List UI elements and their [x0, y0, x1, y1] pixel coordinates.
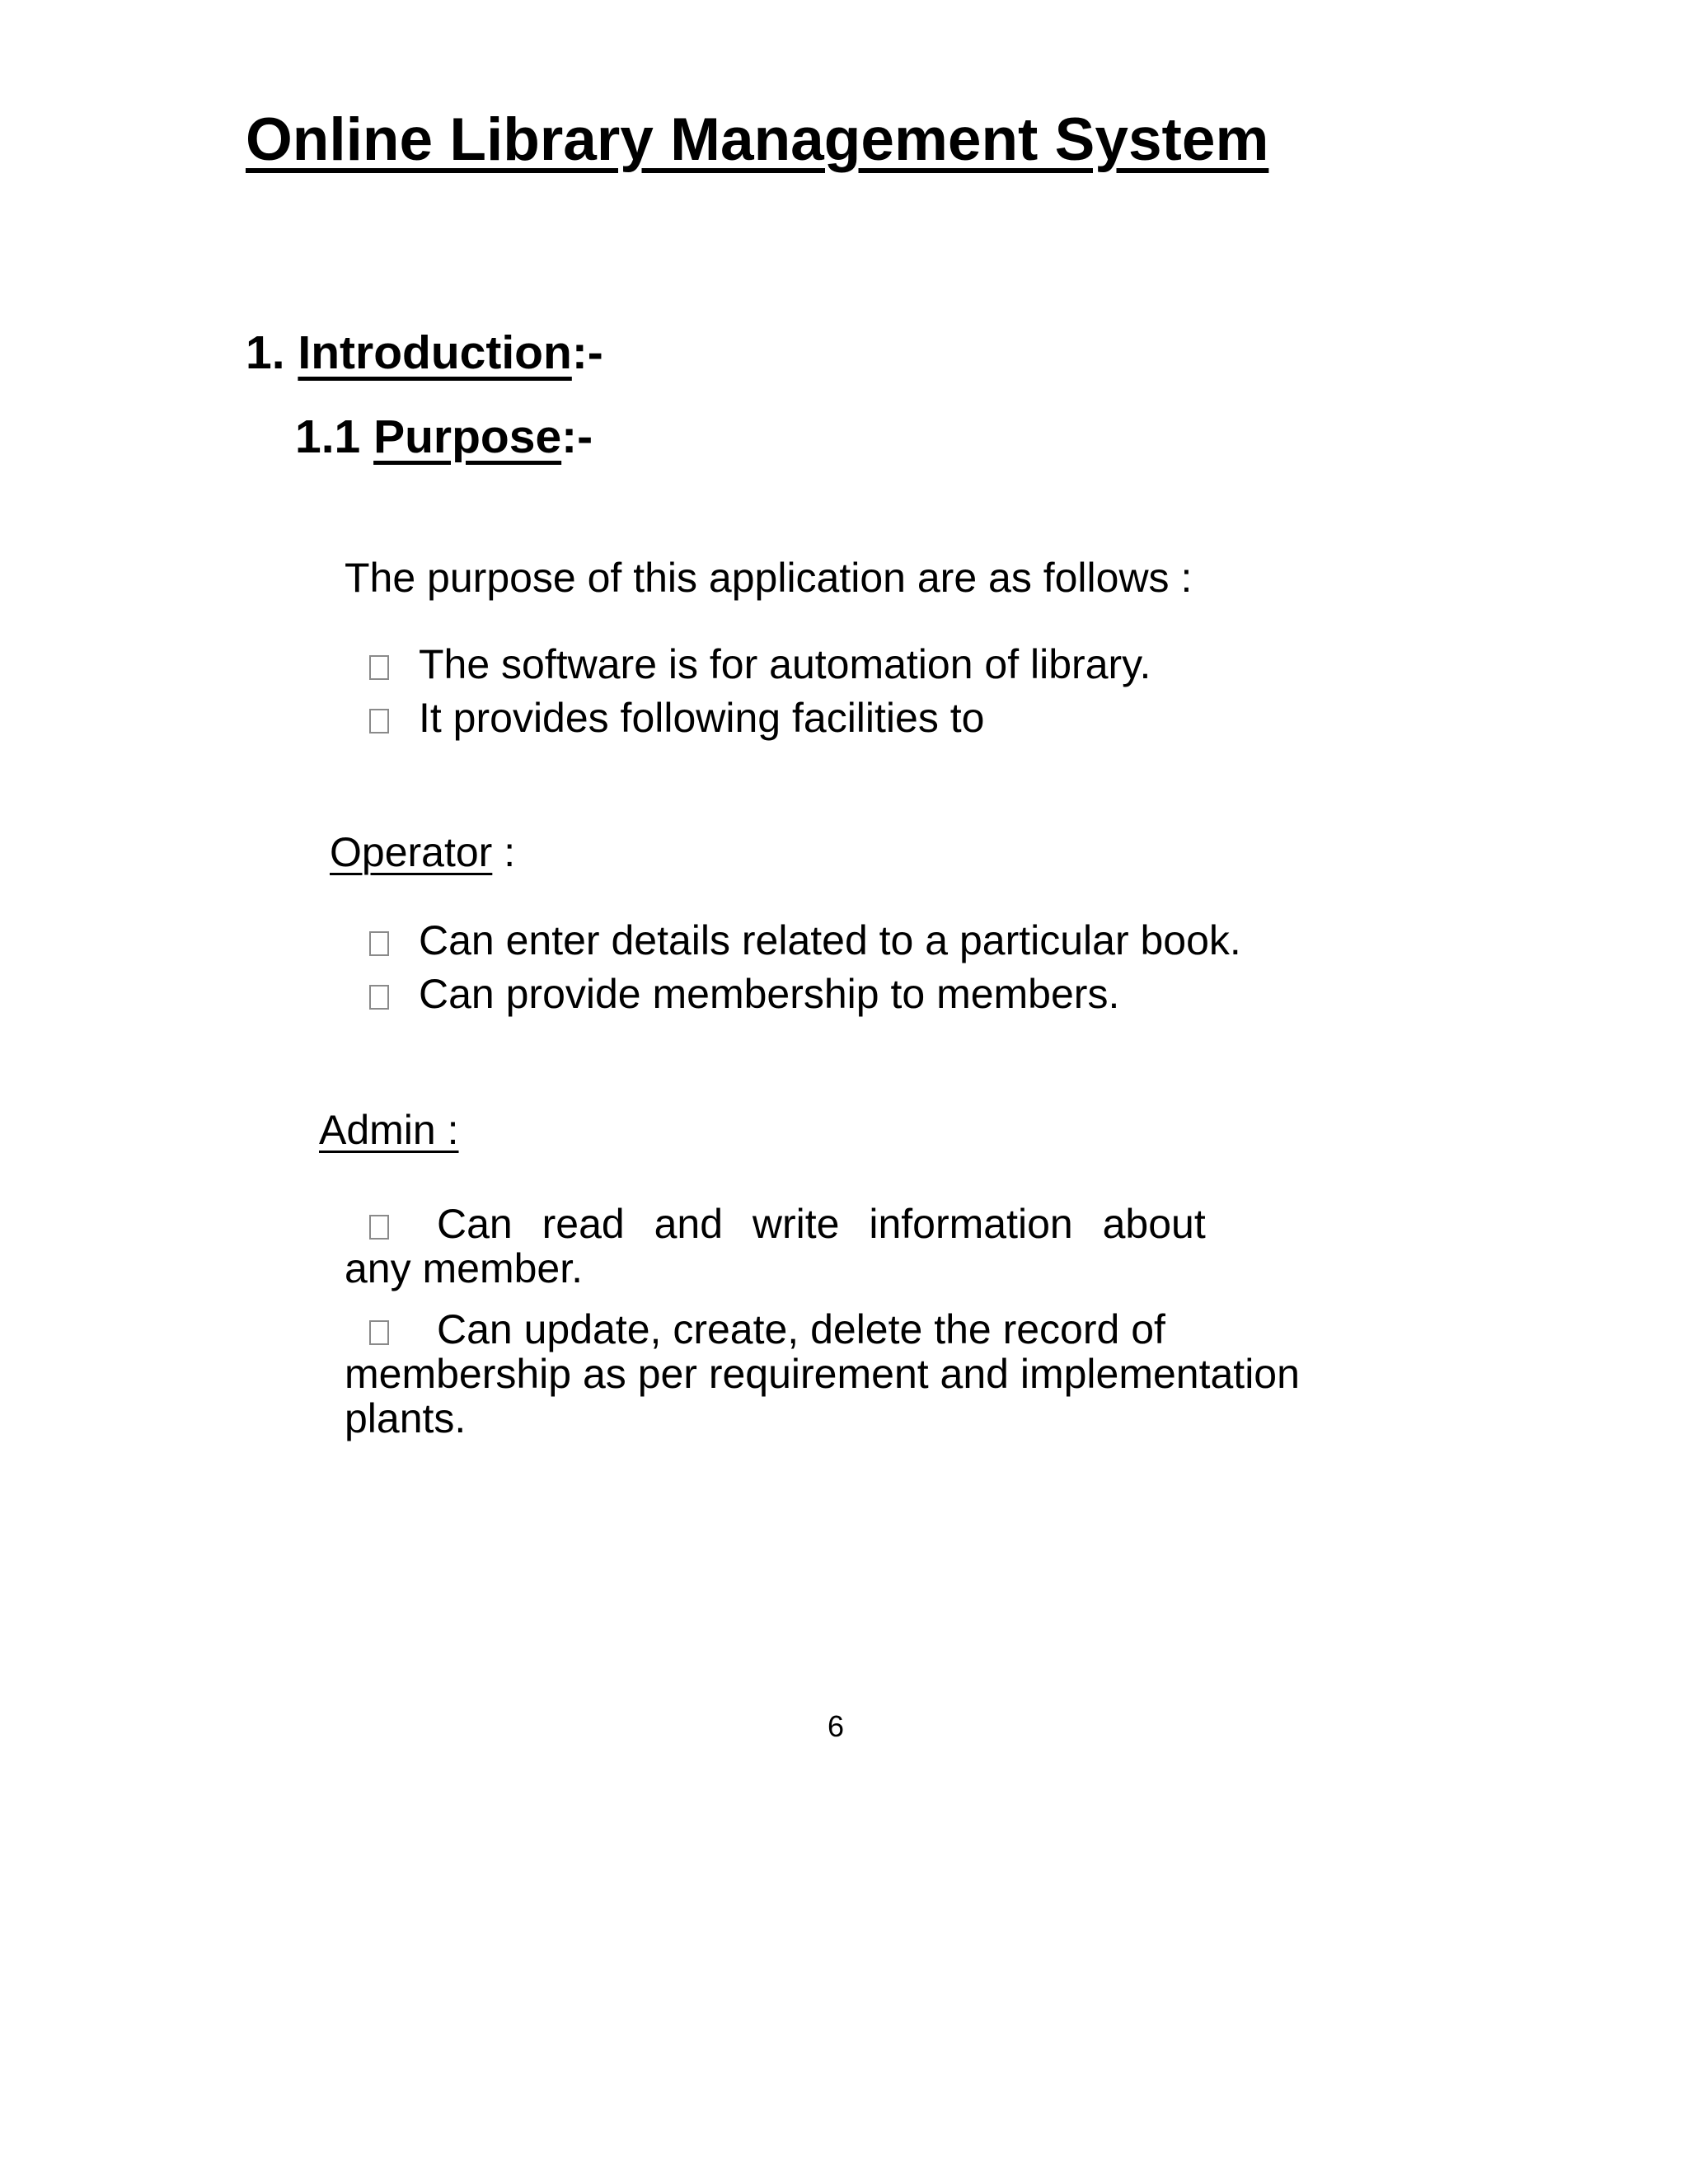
subsection-label: Purpose: [373, 410, 562, 463]
subsection-suffix: :-: [561, 410, 593, 463]
admin-bullet-2-line-3: plants.: [345, 1395, 467, 1441]
list-item-text: Can provide membership to members.: [419, 971, 1120, 1017]
list-item: [369, 640, 1151, 688]
list-item: [369, 694, 984, 742]
section-heading-introduction: [246, 326, 603, 380]
bullet-box-icon: [369, 1320, 389, 1345]
list-item-text: The software is for automation of library.: [419, 641, 1151, 687]
admin-bullet-1: [345, 1202, 1206, 1291]
list-item: [369, 970, 1119, 1018]
bullet-box-icon: [369, 1215, 389, 1240]
section-suffix: :-: [571, 326, 603, 379]
list-item: [369, 916, 1241, 964]
admin-bullet-1-line-2: any member.: [345, 1245, 584, 1291]
admin-bullet-2: [345, 1307, 1300, 1441]
admin-bullet-2-line-2: membership as per requirement and implementation: [345, 1351, 1300, 1397]
admin-bullet-1-line-1: [345, 1202, 1206, 1246]
section-number: 1.: [246, 326, 285, 379]
subsection-number: 1.1: [295, 410, 361, 463]
page-number: 6: [828, 1709, 845, 1743]
operator-suffix: :: [492, 829, 516, 875]
operator-label: Operator: [330, 829, 493, 875]
admin-bullet-1-text: Can read and write information about: [437, 1201, 1206, 1247]
bullet-box-icon: [369, 985, 389, 1010]
bullet-box-icon: [369, 931, 389, 956]
admin-heading: [319, 1106, 459, 1154]
subsection-heading-purpose: [295, 410, 593, 464]
admin-label: Admin :: [319, 1107, 459, 1153]
intro-paragraph: The purpose of this application are as follows :: [345, 555, 1193, 601]
admin-bullet-2-text: Can update, create, delete the record of: [437, 1306, 1165, 1352]
admin-bullet-2-line-1: [345, 1307, 1300, 1352]
list-item-text: Can enter details related to a particular book.: [419, 917, 1241, 963]
list-item-text: It provides following facilities to: [419, 695, 985, 741]
document-title: Online Library Management System: [246, 106, 1269, 173]
operator-heading: [330, 828, 515, 876]
bullet-box-icon: [369, 709, 389, 733]
section-label: Introduction: [298, 326, 572, 379]
bullet-box-icon: [369, 655, 389, 680]
